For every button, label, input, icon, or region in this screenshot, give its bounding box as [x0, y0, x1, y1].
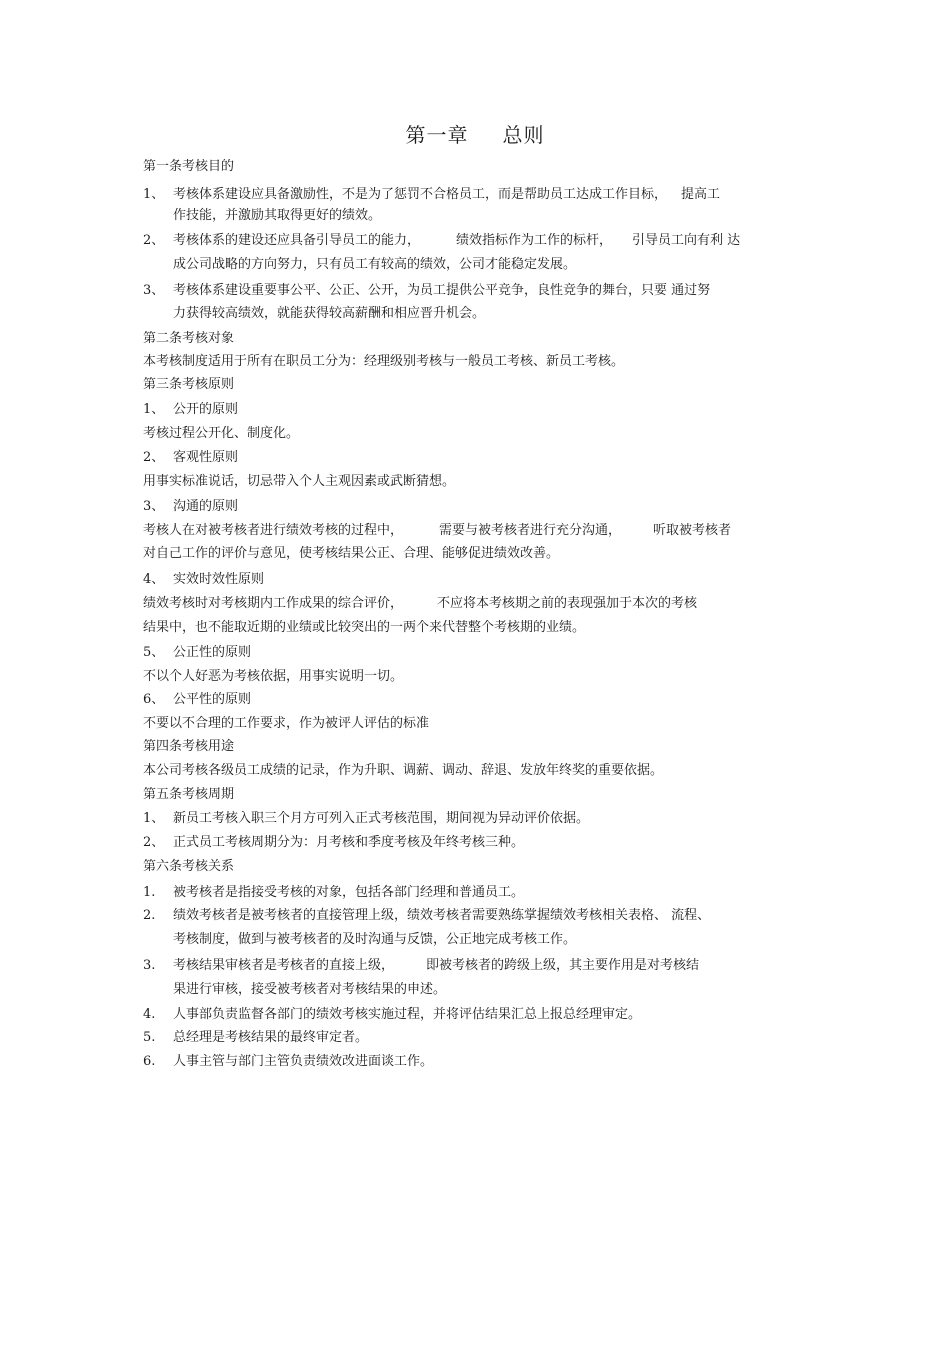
- paragraph: 绩效考核时对考核期内工作成果的综合评价， 不应将本考核期之前的表现强加于本次的考核: [143, 596, 698, 611]
- paragraph: 考核人在对被考核者进行绩效考核的过程中， 需要与被考核者进行充分沟通， 听取被考核者: [143, 523, 732, 538]
- paragraph: 不以个人好恶为考核依据，用事实说明一切。: [143, 669, 404, 684]
- principle-item: 4、 实效时效性原则: [143, 572, 265, 587]
- paragraph: 考核过程公开化、制度化。: [143, 426, 300, 441]
- section-heading: 第五条考核周期: [143, 787, 235, 802]
- list-item: 6. 人事主管与部门主管负责绩效改进面谈工作。: [143, 1054, 434, 1069]
- principle-item: 3、 沟通的原则: [143, 499, 239, 514]
- list-item-continuation: 力获得较高绩效，就能获得较高薪酬和相应晋升机会。: [173, 306, 486, 321]
- section-heading: 第四条考核用途: [143, 739, 235, 754]
- section-heading: 第一条考核目的: [143, 159, 235, 174]
- list-item-continuation: 作技能，并激励其取得更好的绩效。: [173, 208, 382, 223]
- paragraph-continuation: 结果中，也不能取近期的业绩或比较突出的一两个来代替整个考核期的业绩。: [143, 620, 586, 635]
- principle-item: 6、 公平性的原则: [143, 692, 252, 707]
- section-heading: 第二条考核对象: [143, 331, 235, 346]
- section-heading: 第六条考核关系: [143, 859, 235, 874]
- list-item: 2. 绩效考核者是被考核者的直接管理上级，绩效考核者需要熟练掌握绩效考核相关表格、 流程、: [143, 908, 711, 923]
- list-item: 5. 总经理是考核结果的最终审定者。: [143, 1030, 369, 1045]
- chapter-number: 第一章: [405, 123, 469, 147]
- list-item: 1. 被考核者是指接受考核的对象，包括各部门经理和普通员工。: [143, 885, 525, 900]
- list-item: 2、 正式员工考核周期分为：月考核和季度考核及年终考核三种。: [143, 835, 525, 850]
- list-item: 3、 考核体系建设重要事公平、公正、公开，为员工提供公平竞争，良性竞争的舞台，只要 通过努: [143, 283, 711, 298]
- list-item-continuation: 成公司战略的方向努力，只有员工有较高的绩效，公司才能稳定发展。: [173, 257, 577, 272]
- list-item-continuation: 考核制度，做到与被考核者的及时沟通与反馈，公正地完成考核工作。: [173, 932, 577, 947]
- principle-item: 2、 客观性原则: [143, 450, 239, 465]
- principle-item: 1、 公开的原则: [143, 402, 239, 417]
- paragraph: 不要以不合理的工作要求，作为被评人评估的标准: [143, 716, 430, 731]
- list-item: 2、 考核体系的建设还应具备引导员工的能力， 绩效指标作为工作的标杆， 引导员工向有利 达: [143, 233, 741, 248]
- list-item: 1、 新员工考核入职三个月方可列入正式考核范围，期间视为异动评价依据。: [143, 811, 590, 826]
- paragraph: 本考核制度适用于所有在职员工分为：经理级别考核与一般员工考核、新员工考核。: [143, 354, 625, 369]
- list-item-continuation: 果进行审核，接受被考核者对考核结果的申述。: [173, 982, 447, 997]
- list-item: 4. 人事部负责监督各部门的绩效考核实施过程，并将评估结果汇总上报总经理审定。: [143, 1007, 642, 1022]
- chapter-title: [0, 119, 950, 148]
- chapter-name: 总则: [502, 123, 545, 147]
- list-item: 3. 考核结果审核者是考核者的直接上级， 即被考核者的跨级上级，其主要作用是对考核结: [143, 958, 700, 973]
- principle-item: 5、 公正性的原则: [143, 645, 252, 660]
- paragraph: 用事实标准说话，切忌带入个人主观因素或武断猜想。: [143, 474, 456, 489]
- paragraph-continuation: 对自己工作的评价与意见，使考核结果公正、合理、能够促进绩效改善。: [143, 546, 560, 561]
- list-item: 1、 考核体系建设应具备激励性，不是为了惩罚不合格员工，而是帮助员工达成工作目标， 提高工: [143, 187, 721, 202]
- section-heading: 第三条考核原则: [143, 377, 235, 392]
- paragraph: 本公司考核各级员工成绩的记录，作为升职、调薪、调动、辞退、发放年终奖的重要依据。: [143, 763, 664, 778]
